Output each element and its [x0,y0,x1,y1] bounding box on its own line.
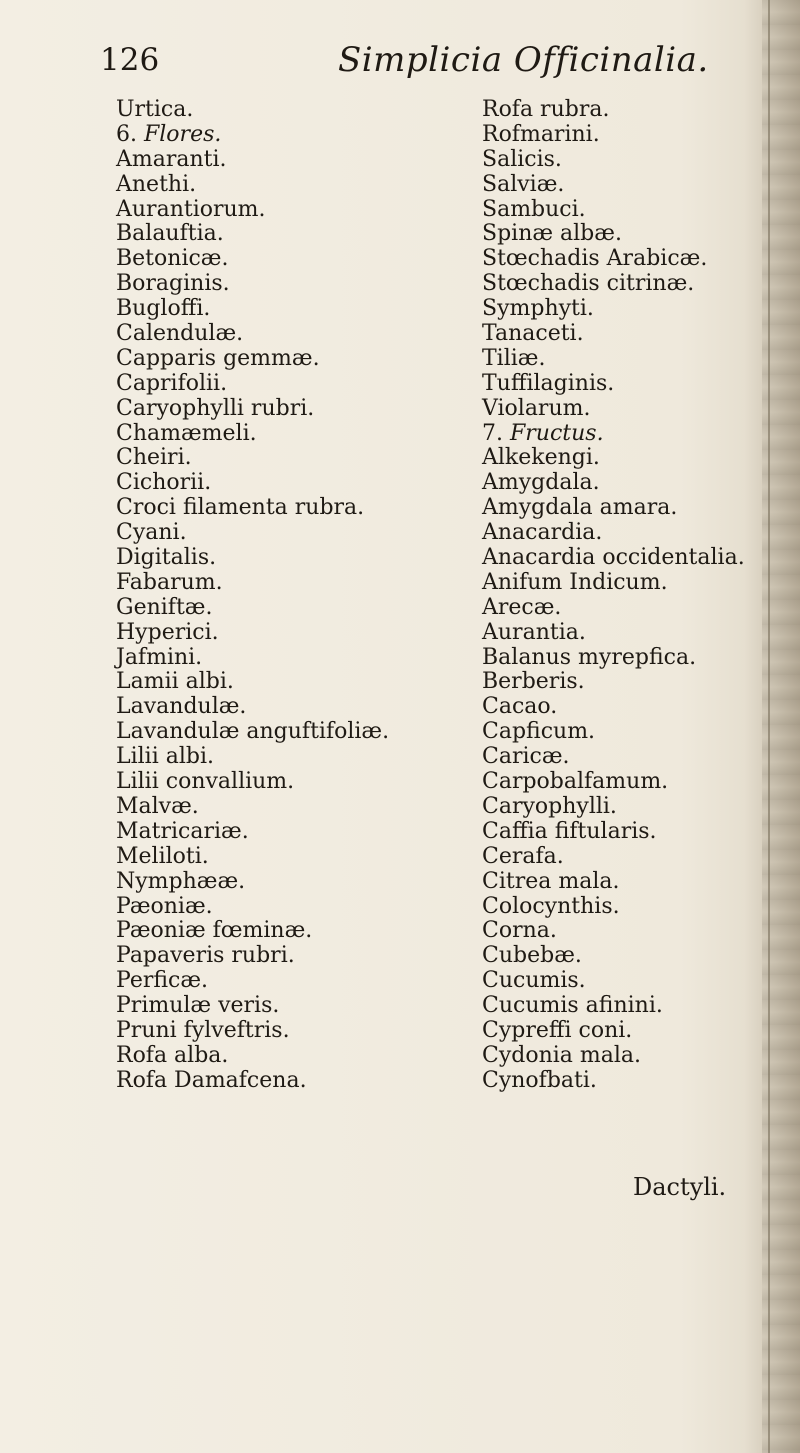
list-item: Cydonia mala. [482,1042,642,1068]
list-item: Amygdala. [482,470,600,496]
list-item: Cheiri. [116,445,192,471]
list-item: Amaranti. [116,146,227,172]
list-item: Betonicæ. [116,246,229,272]
list-item: Croci filamenta rubra. [116,495,365,521]
page-gutter-line [768,0,770,1453]
list-item: Matricariæ. [116,818,249,844]
list-item: Cichorii. [116,470,212,496]
list-item: Balauftia. [116,221,224,247]
section-number: 6. [116,121,137,147]
list-item: Violarum. [482,395,591,421]
list-item: Capficum. [482,719,596,745]
list-item: Symphyti. [482,296,594,322]
list-item: Lamii albi. [116,669,234,695]
list-item: Fabarum. [116,569,223,595]
list-item: Calendulæ. [116,321,244,347]
list-item: Cacao. [482,694,558,720]
list-item: Anifum Indicum. [482,569,668,595]
list-item: Rofa alba. [116,1042,229,1068]
list-item: Corna. [482,918,557,944]
list-item: Cerafa. [482,843,564,869]
list-item: Lavandulæ anguftifoliæ. [116,719,390,745]
list-item: Urtica. [116,97,194,122]
list-item: Anacardia occidentalia. [482,545,745,571]
section-heading [116,123,456,148]
list-item: Papaveris rubri. [116,943,295,969]
list-item: Pæoniæ. [116,893,213,919]
list-item: Lilii convallium. [116,769,295,795]
list-item: Geniftæ. [116,594,213,620]
list-item: Cucumis. [482,968,586,994]
list-item: Citrea mala. [482,868,620,894]
list-item: Jafmini. [116,644,203,670]
list-item: Cucumis afinini. [482,993,663,1019]
list-item: Pruni fylveftris. [116,1017,290,1043]
list-item: Stœchadis Arabicæ. [482,246,708,272]
list-item: Pæoniæ fœminæ. [116,918,313,944]
list-item: Lilii albi. [116,744,215,770]
list-item: Rofmarini. [482,121,600,147]
section-word: Flores. [144,121,222,147]
page-header [0,40,800,90]
list-item: Spinæ albæ. [482,221,622,247]
list-item: Aurantia. [482,619,586,645]
list-item: Boraginis. [116,271,230,297]
list-item: Cyani. [116,520,187,546]
page-number: 126 [100,42,160,78]
list-item: Tiliæ. [482,345,546,371]
list-item: Caprifolii. [116,370,228,396]
list-item: Malvæ. [116,793,199,819]
list-item: Aurantiorum. [116,196,266,222]
list-item: Cynofbati. [482,1067,597,1093]
section-heading [482,422,782,447]
list-item: Anethi. [116,171,197,197]
running-title: Simplicia Officinalia. [338,40,709,80]
list-item: Rofa rubra. [482,97,610,122]
list-item: Colocynthis. [482,893,620,919]
list-item: Tuffilaginis. [482,370,615,396]
list-item: Alkekengi. [482,445,600,471]
list-item: Berberis. [482,669,585,695]
list-item: Carpobalfamum. [482,769,669,795]
list-item: Perficæ. [116,968,209,994]
list-item: Tanaceti. [482,321,584,347]
list-item: Digitalis. [116,545,217,571]
list-item: Caffia fiftularis. [482,818,657,844]
list-item: Cubebæ. [482,943,582,969]
left-column [116,98,456,1094]
list-item: Bugloffi. [116,296,211,322]
list-item: Balanus myrepfica. [482,644,697,670]
section-number: 7. [482,420,503,446]
right-column [482,98,782,1094]
list-item: Caryophylli. [482,793,617,819]
list-item: Sambuci. [482,196,586,222]
list-item: Anacardia. [482,520,603,546]
list-item: Amygdala amara. [482,495,678,521]
list-item: Nymphææ. [116,868,246,894]
list-item: Caricæ. [482,744,570,770]
list-item: Hyperici. [116,619,219,645]
list-item: Arecæ. [482,594,562,620]
catchword: Dactyli. [633,1173,727,1201]
list-item: Chamæmeli. [116,420,257,446]
list-item: Primulæ veris. [116,993,280,1019]
list-item: Caryophylli rubri. [116,395,315,421]
list-item: Salviæ. [482,171,565,197]
list-item: Lavandulæ. [116,694,247,720]
list-item: Salicis. [482,146,562,172]
list-item: Meliloti. [116,843,209,869]
list-item: Stœchadis citrinæ. [482,271,695,297]
list-item: Cypreffi coni. [482,1017,633,1043]
list-item: Capparis gemmæ. [116,345,320,371]
list-item: Rofa Damafcena. [116,1067,307,1093]
section-word: Fructus. [510,420,604,446]
